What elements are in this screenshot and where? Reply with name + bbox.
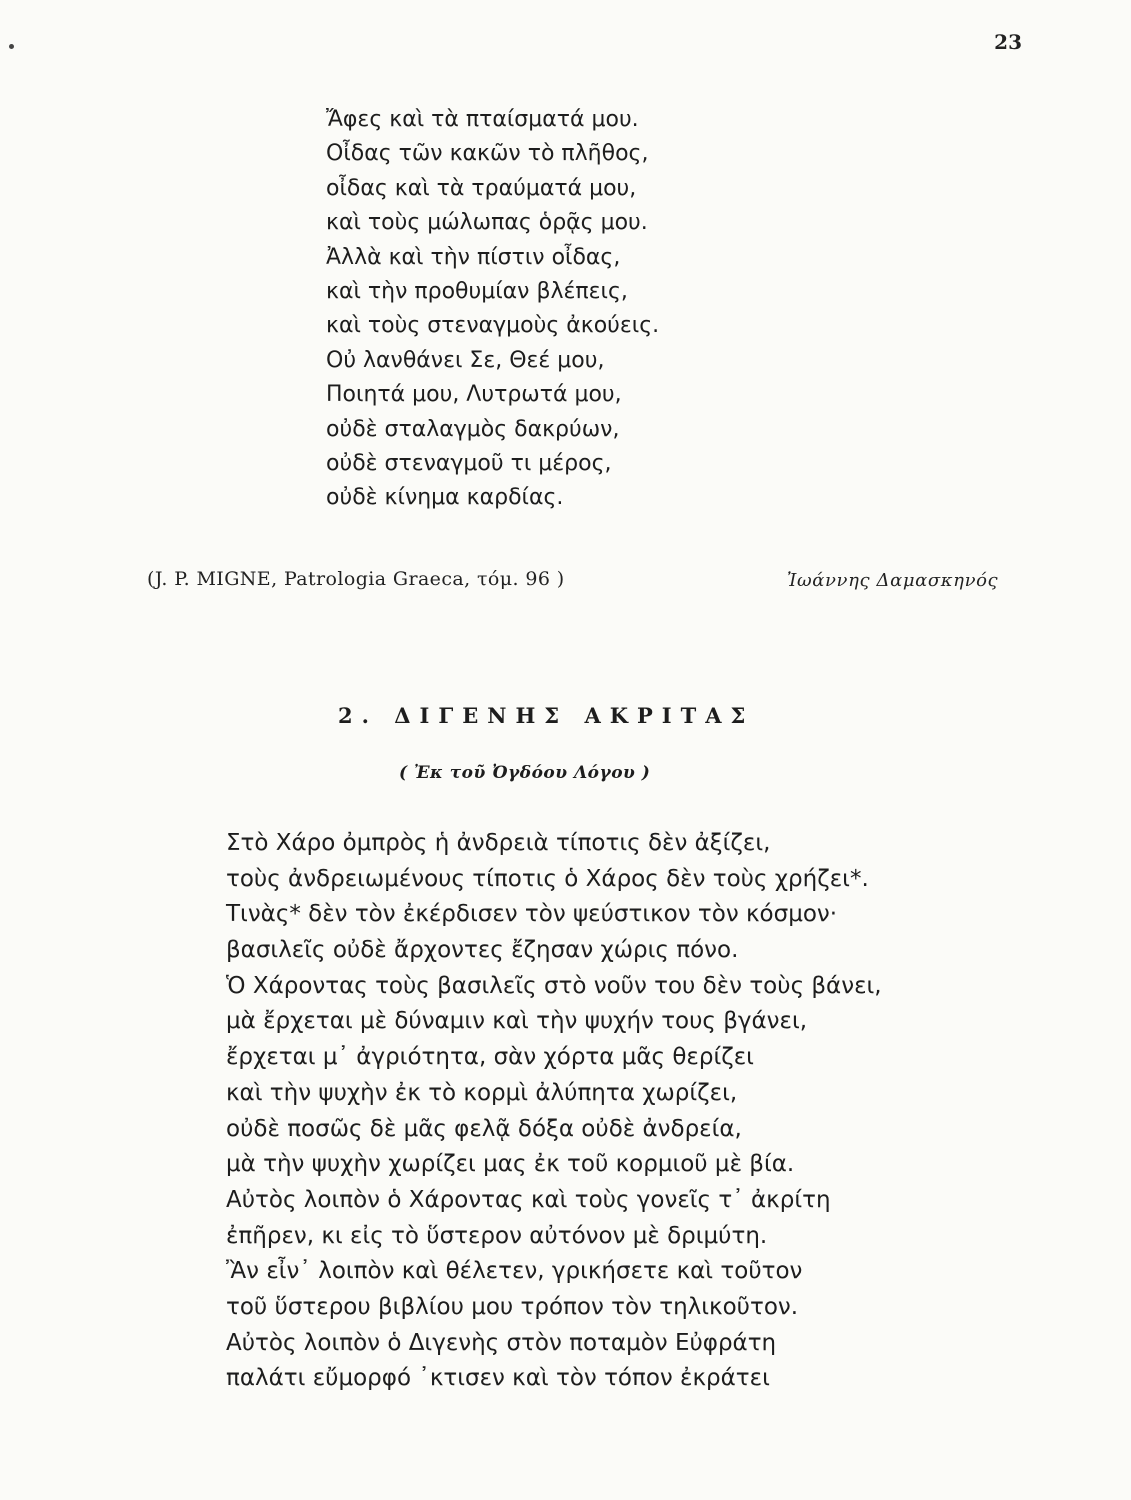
poem-line: Αὐτὸς λοιπὸν ὁ Διγενὴς στὸν ποταμὸν Εὐφράτη [226, 1329, 777, 1356]
citation-source: (J. P. MIGNE, Patrologia Graeca, τόμ. 96 ) [147, 568, 565, 590]
poem-line: Αὐτὸς λοιπὸν ὁ Χάροντας καὶ τοὺς γονεῖς τ᾿ ἀκρίτη [226, 1186, 831, 1213]
poem-line: οἶδας καὶ τὰ τραύματά μου, [326, 175, 637, 201]
poem-line: καὶ τὴν προθυμίαν βλέπεις, [326, 278, 628, 304]
poem-line: οὐδὲ ποσῶς δὲ μᾶς φελᾷ δόξα οὐδὲ ἀνδρεία, [226, 1115, 742, 1142]
poem-line: μὰ ἔρχεται μὲ δύναμιν καὶ τὴν ψυχήν τους βγάνει, [226, 1008, 808, 1035]
poem-line: ἐπῆρεν, κι εἰς τὸ ὕστερον αὐτόνον μὲ δριμύτη. [226, 1222, 768, 1249]
poem-line: Τινὰς* δὲν τὸν ἐκέρδισεν τὸν ψεύστικον τὸν κόσμον· [226, 901, 838, 928]
section-subheading: ( Ἐκ τοῦ Ὀγδόου Λόγου ) [399, 763, 651, 783]
poem-digenis [226, 826, 882, 1397]
poem-line: Οὐ λανθάνει Σε, Θεέ μου, [326, 347, 605, 373]
poem-line: μὰ τὴν ψυχὴν χωρίζει μας ἐκ τοῦ κορμιοῦ μὲ βία. [226, 1151, 795, 1178]
poem-damascenus [326, 103, 659, 516]
citation [147, 568, 1007, 598]
poem-line: Ἀλλὰ καὶ τὴν πίστιν οἶδας, [326, 244, 621, 270]
poem-line: τοῦ ὕστερου βιβλίου μου τρόπον τὸν τηλικοῦτον. [226, 1293, 799, 1320]
poem-line: Στὸ Χάρο ὀμπρὸς ἡ ἀνδρειὰ τίποτις δὲν ἀξίζει, [226, 830, 771, 856]
poem-line: Οἶδας τῶν κακῶν τὸ πλῆθος, [326, 141, 649, 167]
poem-line: καὶ τοὺς στεναγμοὺς ἀκούεις. [326, 313, 660, 339]
poem-line: Ἄφες καὶ τὰ πταίσματά μου. [326, 107, 639, 132]
poem-line: παλάτι εὔμορφό ᾿κτισεν καὶ τὸν τόπον ἐκράτει [226, 1365, 770, 1392]
stray-ink-dot [9, 44, 14, 49]
page-number: 23 [994, 30, 1022, 54]
poem-line: οὐδὲ στεναγμοῦ τι μέρος, [326, 450, 612, 476]
poem-line: καὶ τοὺς μώλωπας ὁρᾷς μου. [326, 210, 648, 236]
poem-line: τοὺς ἀνδρειωμένους τίποτις ὁ Χάρος δὲν τοὺς χρήζει*. [226, 865, 869, 892]
poem-line: οὐδὲ κίνημα καρδίας. [326, 485, 564, 511]
poem-line: βασιλεῖς οὐδὲ ἄρχοντες ἔζησαν χώρις πόνο. [226, 937, 739, 964]
poem-line: Ἂν εἶν᾿ λοιπὸν καὶ θέλετεν, γρικήσετε καὶ τοῦτον [226, 1258, 803, 1285]
poem-line: καὶ τὴν ψυχὴν ἐκ τὸ κορμὶ ἀλύπητα χωρίζει, [226, 1079, 738, 1106]
poem-line: ἔρχεται μ᾿ ἀγριότητα, σὰν χόρτα μᾶς θερίζει [226, 1044, 754, 1071]
poem-line: Ποιητά μου, Λυτρωτά μου, [326, 382, 622, 408]
poem-line: οὐδὲ σταλαγμὸς δακρύων, [326, 416, 620, 442]
poem-line: Ὁ Χάροντας τοὺς βασιλεῖς στὸ νοῦν του δὲν τοὺς βάνει, [226, 972, 882, 999]
citation-author: Ἰωάννης Δαμασκηνός [787, 570, 999, 591]
section-heading: 2. ΔΙΓΕΝΗΣ ΑΚΡΙΤΑΣ [338, 703, 755, 728]
